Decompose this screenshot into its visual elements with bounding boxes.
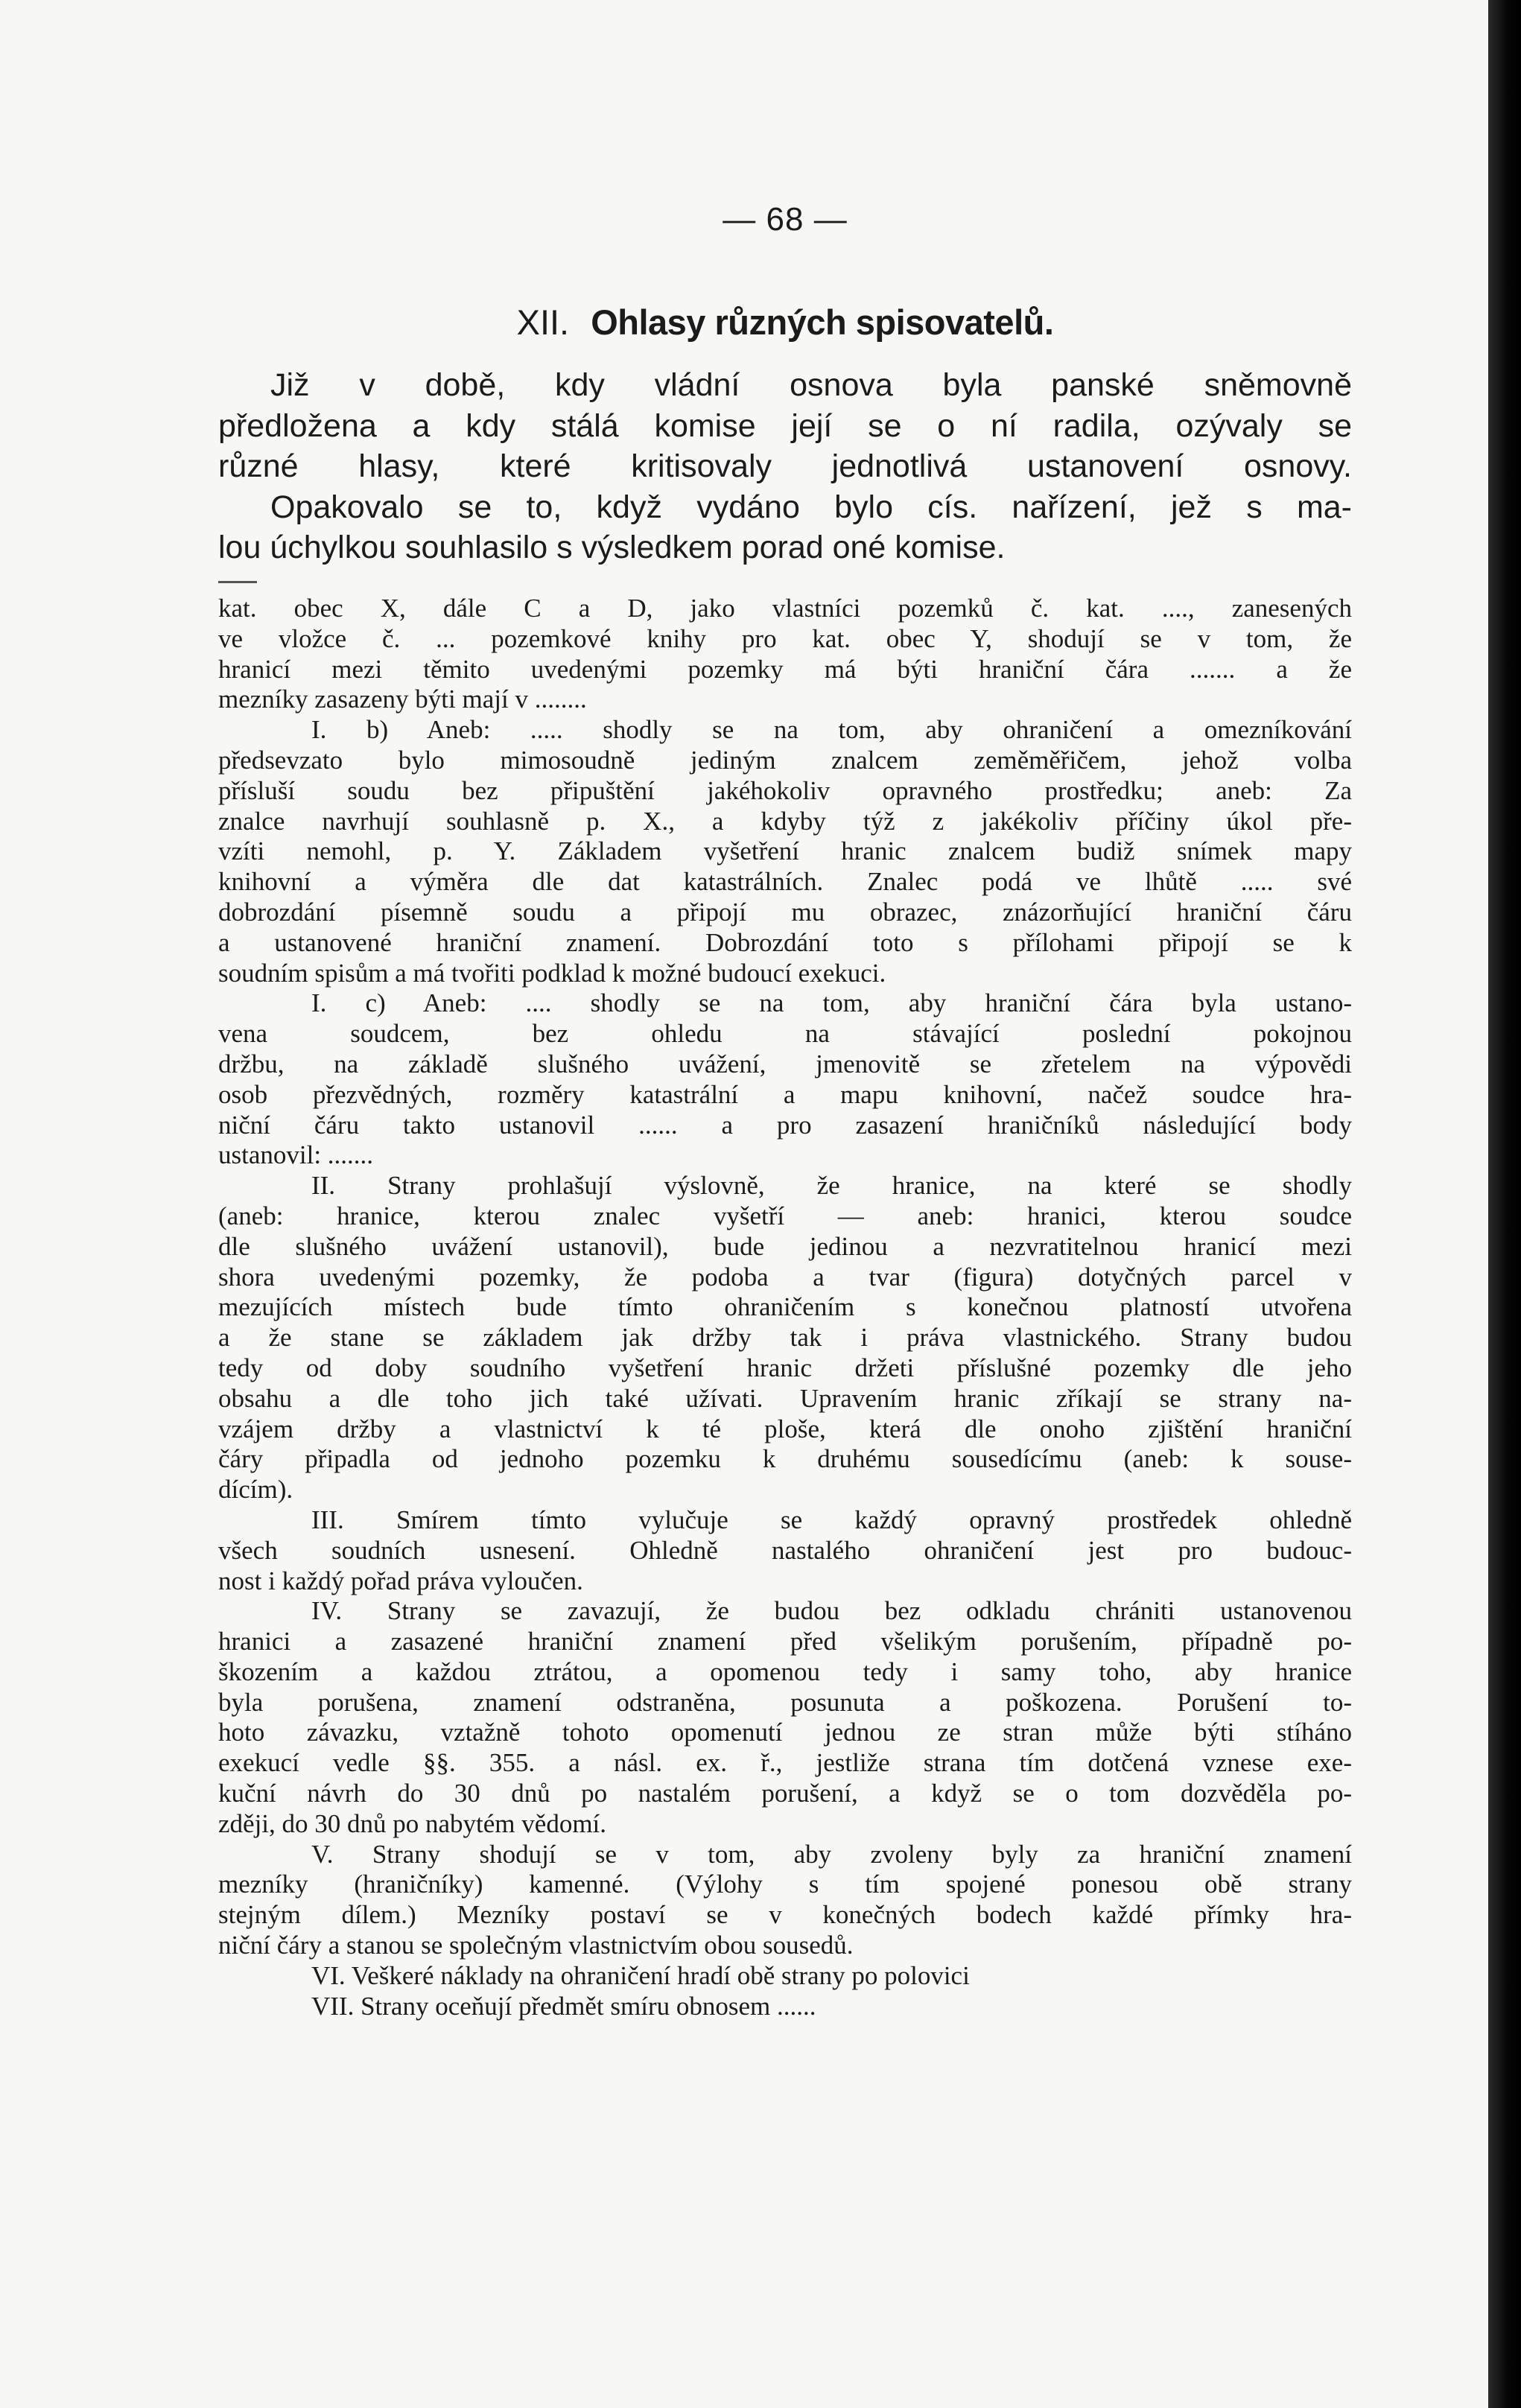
body-line: škozením a každou ztrátou, a opomenou tedy i samy toho, aby hranice — [218, 1656, 1352, 1686]
page-number: — 68 — — [723, 201, 848, 238]
intro-line: lou úchylkou souhlasilo s výsledkem porad oné komise. — [218, 530, 1006, 565]
body-line: dle slušného uvážení ustanovil), bude jedinou a nezvratitelnou hranicí mezi — [218, 1231, 1352, 1261]
body-line: II. Strany prohlašují výslovně, že hranice, na které se shodly — [311, 1171, 1352, 1201]
body-line: osob přezvědných, rozměry katastrální a mapu knihovní, načež soudce hra- — [218, 1079, 1352, 1109]
body-line: dícím). — [218, 1475, 293, 1505]
section-divider — [218, 581, 257, 583]
body-line: mezujících místech bude tímto ohraničením s konečnou platností utvořena — [218, 1292, 1352, 1322]
scan-border — [1488, 0, 1521, 2408]
body-line: držbu, na základě slušného uvážení, jmenovitě se zřetelem na výpovědi — [218, 1049, 1352, 1078]
body-line: dobrozdání písemně soudu a připojí mu obrazec, znázorňující hraniční čáru — [218, 897, 1352, 927]
body-line: hoto závazku, vztažně tohoto opomenutí jednou ze stran může býti stíháno — [218, 1718, 1352, 1747]
body-line: vzíti nemohl, p. Y. Základem vyšetření hranic znalcem budiž snímek mapy — [218, 836, 1352, 866]
body-line: a že stane se základem jak držby tak i práva vlastnického. Strany budou — [218, 1323, 1352, 1353]
body-line: IV. Strany se zavazují, že budou bez odkladu chrániti ustanovenou — [311, 1596, 1352, 1626]
body-line: všech soudních usnesení. Ohledně nastalého ohraničení jest pro budouc- — [218, 1535, 1352, 1565]
body-line: přísluší soudu bez připuštění jakéhokoliv opravného prostředku; aneb: Za — [218, 775, 1352, 805]
body-line: stejným dílem.) Mezníky postaví se v konečných bodech každé přímky hra- — [218, 1900, 1352, 1930]
body-line: hranicí mezi těmito uvedenými pozemky má býti hraniční čára ....... a že — [218, 654, 1352, 684]
body-line: předsevzato bylo mimosoudně jediným znalcem zeměměřičem, jehož volba — [218, 745, 1352, 775]
body-text — [218, 594, 1352, 2021]
body-line: znalce navrhují souhlasně p. X., a kdyby týž z jakékoliv příčiny úkol pře- — [218, 806, 1352, 836]
intro-line: předložena a kdy stálá komise její se o ní radila, ozývaly se — [218, 407, 1352, 444]
body-line: V. Strany shodují se v tom, aby zvoleny byly za hraniční znamení — [311, 1839, 1352, 1869]
body-line: zději, do 30 dnů po nabytém vědomí. — [218, 1808, 607, 1838]
body-line: niční čáru takto ustanovil ...... a pro zasazení hraničníků následující body — [218, 1110, 1352, 1140]
body-line: VI. Veškeré náklady na ohraničení hradí obě strany po polovici — [311, 1960, 970, 1990]
body-line: hranici a zasazené hraniční znamení před všelikým porušením, případně po- — [218, 1627, 1352, 1656]
chapter-title: Ohlasy různých spisovatelů. — [591, 302, 1054, 342]
body-line: exekucí vedle §§. 355. a násl. ex. ř., jestliže strana tím dotčená vznese exe- — [218, 1748, 1352, 1778]
body-line: I. b) Aneb: ..... shodly se na tom, aby ohraničení a omezníkování — [311, 715, 1352, 745]
body-line: vena soudcem, bez ohledu na stávající poslední pokojnou — [218, 1019, 1352, 1049]
body-line: kuční návrh do 30 dnů po nastalém porušení, a když se o tom dozvěděla po- — [218, 1779, 1352, 1808]
body-line: mezníky zasazeny býti mají v ........ — [218, 684, 587, 714]
intro-line: různé hlasy, které kritisovaly jednotlivá ustanovení osnovy. — [218, 448, 1352, 484]
body-line: niční čáry a stanou se společným vlastnictvím obou sousedů. — [218, 1931, 854, 1960]
body-line: a ustanovené hraniční znamení. Dobrozdání toto s přílohami připojí se k — [218, 927, 1352, 957]
body-line: ustanovil: ....... — [218, 1140, 374, 1170]
intro-line: Opakovalo se to, když vydáno bylo cís. nařízení, jež s ma- — [270, 489, 1352, 525]
intro-paragraph — [218, 365, 1352, 568]
body-line: VII. Strany oceňují předmět smíru obnosem ...... — [311, 1991, 816, 2021]
body-line: knihovní a výměra dle dat katastrálních. Znalec podá ve lhůtě ..... své — [218, 867, 1352, 897]
body-line: byla porušena, znamení odstraněna, posunuta a poškozena. Porušení to- — [218, 1687, 1352, 1717]
body-line: nost i každý pořad práva vyloučen. — [218, 1566, 583, 1595]
body-line: čáry připadla od jednoho pozemku k druhému sousedícímu (aneb: k souse- — [218, 1444, 1352, 1474]
chapter-heading — [218, 302, 1352, 343]
body-line: I. c) Aneb: .... shodly se na tom, aby hraniční čára byla ustano- — [311, 988, 1352, 1018]
body-line: kat. obec X, dále C a D, jako vlastníci pozemků č. kat. ...., zanesených — [218, 594, 1352, 623]
body-line: obsahu a dle toho jich také užívati. Upravením hranic zříkají se strany na- — [218, 1383, 1352, 1413]
body-line: soudním spisům a má tvořiti podklad k možné budoucí exekuci. — [218, 958, 886, 988]
body-line: tedy od doby soudního vyšetření hranic držeti příslušné pozemky dle jeho — [218, 1353, 1352, 1382]
body-line: shora uvedenými pozemky, že podoba a tvar (figura) dotyčných parcel v — [218, 1262, 1352, 1292]
body-line: ve vložce č. ... pozemkové knihy pro kat. obec Y, shodují se v tom, že — [218, 623, 1352, 653]
chapter-number: XII. — [516, 302, 570, 342]
intro-line: Již v době, kdy vládní osnova byla panské sněmovně — [270, 367, 1352, 403]
body-line: vzájem držby a vlastnictví k té ploše, která dle onoho zjištění hraniční — [218, 1414, 1352, 1443]
body-line: III. Smírem tímto vylučuje se každý opravný prostředek ohledně — [311, 1505, 1352, 1534]
body-line: (aneb: hranice, kterou znalec vyšetří — aneb: hranici, kterou soudce — [218, 1201, 1352, 1230]
body-line: mezníky (hraničníky) kamenné. (Výlohy s tím spojené ponesou obě strany — [218, 1869, 1352, 1899]
